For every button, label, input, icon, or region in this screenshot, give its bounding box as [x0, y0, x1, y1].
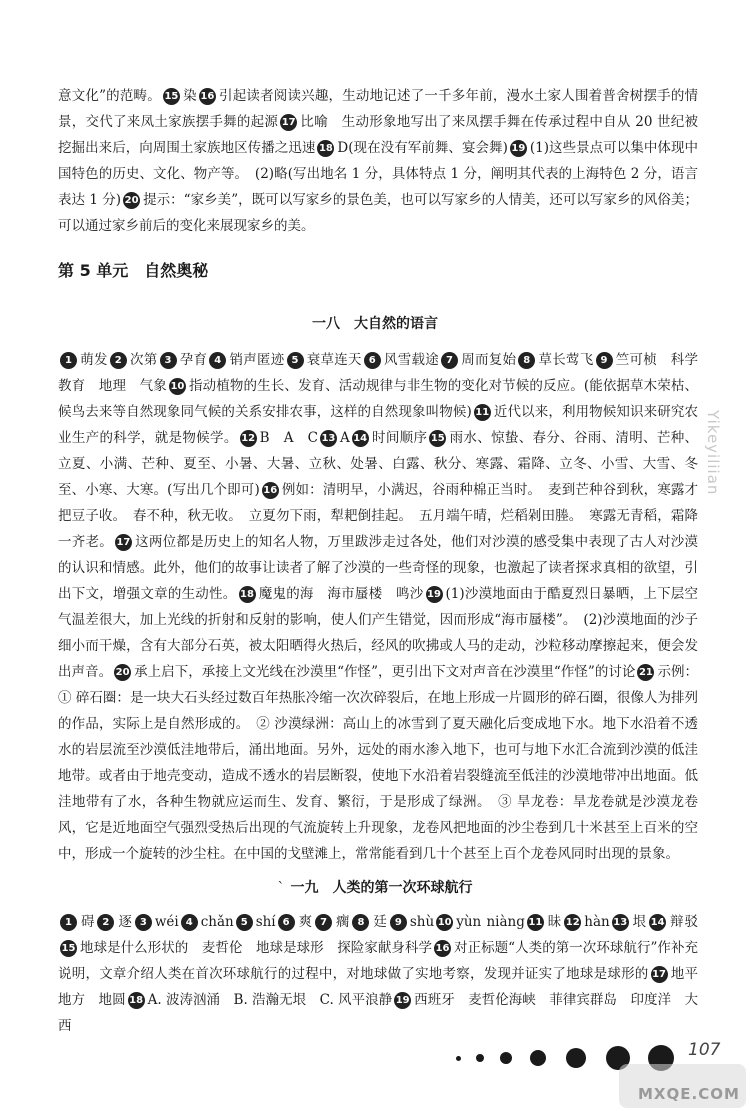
- answer-number-badge: 5: [236, 914, 253, 931]
- answer-number-badge: 19: [394, 992, 411, 1009]
- answer-text: 染: [182, 88, 197, 104]
- answer-text: 西班牙 麦哲伦海峡 菲律宾群岛 印度洋 大西: [58, 992, 699, 1034]
- answer-number-badge: 12: [240, 430, 257, 447]
- answer-text: 垠: [631, 914, 648, 930]
- answer-number-badge: 17: [280, 114, 297, 131]
- answer-text: 碍: [80, 914, 96, 930]
- answer-text: D(现在没有军前舞、宴会舞): [337, 140, 508, 156]
- answer-text: 草长莺飞: [538, 352, 594, 368]
- section-title-19: [0, 877, 750, 897]
- answer-number-badge: 18: [239, 586, 256, 603]
- dot-1: [456, 1056, 461, 1061]
- answer-text: 逐: [117, 914, 133, 930]
- answer-text: 萌发: [80, 352, 108, 368]
- answer-text: 孕育: [179, 352, 208, 368]
- answer-number-badge: 2: [110, 352, 127, 369]
- answer-number-badge: 8: [352, 914, 369, 931]
- answer-text: chǎn: [200, 914, 234, 930]
- answer-text: 次第: [129, 352, 158, 368]
- answer-number-badge: 11: [527, 914, 544, 931]
- answer-number-badge: 4: [181, 914, 198, 931]
- answer-text: shí: [255, 914, 276, 930]
- answer-number-badge: 6: [364, 352, 381, 369]
- answer-text: 意文化”的范畴。: [58, 88, 161, 104]
- answer-number-badge: 9: [596, 352, 613, 369]
- answer-text: 衰草连天: [306, 352, 362, 368]
- section-title-18: [0, 313, 750, 333]
- answer-text: 周而复始: [461, 352, 517, 368]
- answer-text: wéi: [154, 914, 179, 930]
- answer-number-badge: 7: [315, 914, 332, 931]
- answer-number-badge: 8: [518, 352, 535, 369]
- answer-text: 爽: [297, 914, 314, 930]
- answer-number-badge: 16: [262, 482, 279, 499]
- answer-text: 示例：① 碎石圈：是一块大石头经过数百年热胀冷缩一次次碎裂后，在地上形成一片圆形的碎石圈，很像人为排列的作品，实际上是自然形成的。 ② 沙漠绿洲：高山上的冰雪到了夏天融化后变成地下水。地下水沿着不透水的岩层流至沙漠低洼地带后，涌出地面。另外，远处的雨水渗入地下，也可与地下水汇合流到沙漠的低洼地带。或者由于地壳变动，造成不透水的岩层断裂，使地下水沿着岩裂缝流至低洼的沙漠地带冲出地面。低洼地带有了水，各种生物就应运而生、发育、繁衍，于是形成了绿洲。 ③ 旱龙卷：旱龙卷就是沙漠龙卷风，它是近地面空气强烈受热后出现的气流旋转上升现象，龙卷风把地面的沙尘卷到几十米甚至上百米的空中，形成一个旋转的沙尘柱。在中国的戈壁滩上，常常能看到几十个甚至上百个龙卷风同时出现的景象。: [58, 664, 699, 862]
- answer-number-badge: 15: [163, 88, 180, 105]
- dot-5: [566, 1048, 586, 1068]
- answer-text: (1)沙漠地面由于酷夏烈日暴晒，上下层空气温差很大，加上光线的折射和反射的影响，使人们产生错觉，因而形成“海市蜃楼”。 (2)沙漠地面的沙子细小而干燥，含有大部分石英，被太阳晒得火热后，经风的吹拂或人马的走动，沙粒移动摩擦起来，便会发出声音。: [58, 586, 699, 680]
- answer-number-badge: 20: [123, 192, 140, 209]
- answer-number-badge: 9: [390, 914, 407, 931]
- answer-number-badge: 14: [352, 430, 369, 447]
- answer-text: yùn niàng: [456, 914, 525, 930]
- answer-text: hàn: [584, 914, 610, 930]
- section-title-19-text: 一九 人类的第一次环球航行: [290, 880, 473, 896]
- answer-number-badge: 13: [612, 914, 629, 931]
- answer-text: 这两位都是历史上的知名人物，万里跋涉走过各处，他们对沙漠的感受集中表现了古人对沙漠的认识和情感。此外，他们的故事让读者了解了沙漠的一些奇怪的现象，也激起了读者探求真相的欲望，引出下文，增强文章的生动性。: [58, 534, 699, 602]
- side-watermark: Yikeyiliian: [704, 410, 722, 496]
- answer-number-badge: 18: [317, 140, 334, 157]
- dot-3: [500, 1052, 512, 1064]
- answer-text: 比喻 生动形象地写出了来凤摆手舞在传承过程中自从 20 世纪被挖掘出来后，向周围土家族地区传播之迅速: [58, 114, 698, 156]
- dot-2: [476, 1054, 484, 1062]
- answer-text: 风雪载途: [383, 352, 439, 368]
- answer-number-badge: 17: [115, 534, 132, 551]
- answer-number-badge: 10: [436, 914, 453, 931]
- answer-text: 近代以来，利用物候知识来研究农业生产的科学，就是物候学。: [58, 404, 698, 446]
- answer-number-badge: 11: [474, 404, 491, 421]
- answer-number-badge: 16: [434, 940, 451, 957]
- answer-number-badge: 15: [60, 940, 77, 957]
- answer-text: 魔鬼的海 海市蜃楼 鸣沙: [258, 586, 424, 602]
- answer-number-badge: 3: [135, 914, 152, 931]
- answer-text: (1)这些景点可以集中体现中国特色的历史、文化、物产等。 (2)略(写出地名 1 分，具体特点 1 分，阐明其代表的上海特色 2 分，语言表达 1 分): [58, 140, 699, 208]
- answer-number-badge: 21: [637, 664, 654, 681]
- section-title-18-text: 一八 大自然的语言: [312, 316, 438, 332]
- answer-number-badge: 10: [169, 378, 186, 395]
- answer-number-badge: 18: [128, 992, 145, 1009]
- answer-text: 提示：“家乡美”，既可以写家乡的景色美，也可以写家乡的人情美，还可以写家乡的风俗美；可以通过家乡前后的变化来展现家乡的美。: [58, 192, 698, 234]
- section-title-prefix-mark: `: [277, 880, 285, 896]
- answer-text: 昧: [546, 914, 563, 930]
- answer-text: A. 波涛汹涌 B. 浩瀚无垠 C. 风平浪静: [147, 992, 393, 1008]
- answer-number-badge: 3: [160, 352, 177, 369]
- answer-text: 竺可桢 科学 教育 地理 气象: [58, 352, 712, 394]
- answer-text: 例如：清明早，小满迟，谷雨种棉正当时。 麦到芒种谷到秋，寒露才把豆子收。 春不种，秋无收。 立夏勿下雨，犁耙倒挂起。 五月端午晴，烂稻剁田塍。 寒露无青稻，霜降一齐老。: [58, 482, 699, 550]
- answer-number-badge: 4: [209, 352, 226, 369]
- answer-text: 指动植物的生长、发育、活动规律与非生物的变化对节候的反应。(能依据草木荣枯、候鸟去来等自然现象同气候的关系安排农事，这样的自然现象叫物候): [58, 378, 698, 420]
- answer-number-badge: 17: [651, 966, 668, 983]
- answer-text: shù: [409, 914, 435, 930]
- answer-number-badge: 6: [278, 914, 295, 931]
- answer-text: 雨水、惊蛰、春分、谷雨、清明、芒种、立夏、小满、芒种、夏至、小暑、大暑、立秋、处暑、白露、秋分、寒露、霜降、立冬、小雪、大雪、冬至、小寒、大寒。(写出几个即可): [58, 430, 699, 498]
- answer-text: 辩驳: [669, 914, 699, 930]
- dot-4: [530, 1050, 546, 1066]
- answer-text: 销声匿迹: [229, 352, 285, 368]
- answer-number-badge: 1: [60, 352, 77, 369]
- answer-number-badge: 5: [287, 352, 304, 369]
- answer-text: 地平 地方 地圆: [58, 966, 712, 1008]
- answer-number-badge: 12: [564, 914, 581, 931]
- answer-number-badge: 15: [429, 430, 446, 447]
- answer-text: 承上启下，承接上文光线在沙漠里“作怪”，更引出下文对声音在沙漠里“作怪”的讨论: [134, 664, 636, 680]
- answer-text: 对正标题“人类的第一次环球航行”作补充说明，文章介绍人类在首次环球航行的过程中，对地球做了实地考察，发现并证实了地球是球形的: [58, 940, 698, 982]
- answer-text: 地球是什么形状的 麦哲伦 地球是球形 探险家献身科学: [80, 940, 432, 956]
- answer-text: A: [339, 430, 350, 446]
- answer-text: B A C: [259, 430, 318, 446]
- watermark-text: MXQE.COM: [638, 1085, 740, 1103]
- answer-number-badge: 2: [97, 914, 114, 931]
- answers-previous-unit: [58, 83, 698, 239]
- page-number: 107: [688, 1040, 721, 1060]
- answer-number-badge: 13: [320, 430, 337, 447]
- answer-text: 廷: [372, 914, 388, 930]
- answer-text: 瘸: [335, 914, 351, 930]
- answer-number-badge: 19: [426, 586, 443, 603]
- answers-section-18: [58, 347, 712, 867]
- unit-title: 第 5 单元 自然奥秘: [58, 261, 209, 280]
- answer-number-badge: 14: [649, 914, 666, 931]
- answers-section-19: [58, 909, 712, 1039]
- answer-number-badge: 1: [60, 914, 77, 931]
- answer-number-badge: 19: [510, 140, 527, 157]
- answer-number-badge: 16: [199, 88, 216, 105]
- answer-text: 时间顺序: [371, 430, 428, 446]
- answer-number-badge: 7: [441, 352, 458, 369]
- answer-text: 引起读者阅读兴趣，生动地记述了一千多年前，漫水土家人围着普舍树摆手的情景，交代了来凤土家族摆手舞的起源: [58, 88, 699, 130]
- answer-number-badge: 20: [114, 664, 131, 681]
